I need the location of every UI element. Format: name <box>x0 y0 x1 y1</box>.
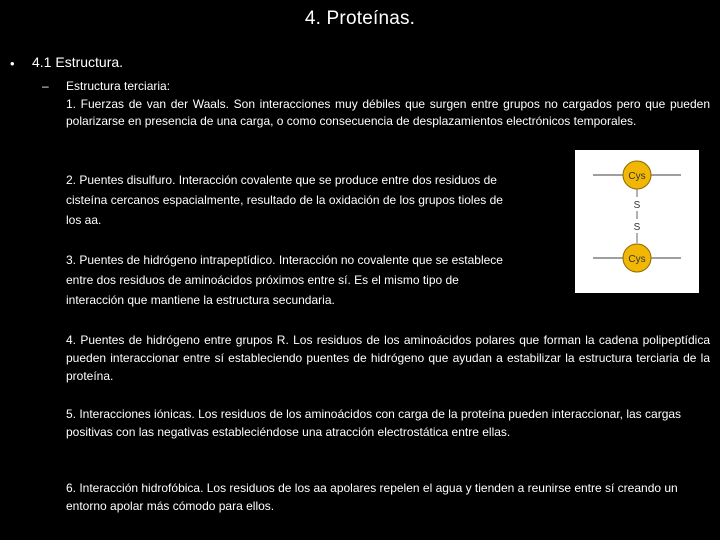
paragraph-van-der-waals: 1. Fuerzas de van der Waals. Son interacciones muy débiles que surgen entre grupos no cargados pero que pueden polarizarse en presencia de una carga, o como consecuencia de desplazamientos electrónicos temporales. <box>66 97 710 128</box>
slide-title: 4. Proteínas. <box>304 8 416 29</box>
disulfide-bridge-diagram <box>575 150 699 293</box>
paragraph-ionic-interactions: 5. Interacciones iónicas. Los residuos de los aminoácidos con carga de la proteína pueden interaccionar, las cargas positivas con las negativas estableciéndose una atracción electrostática entre ellas. <box>66 407 682 439</box>
sulfur-label-bottom: S <box>633 222 641 233</box>
subsection-heading: Estructura terciaria: <box>66 79 171 93</box>
paragraph-disulfide-bridges: 2. Puentes disulfuro. Interacción covalente que se produce entre dos residuos de cisteína cercanos espacialmente, resultado de la oxidación de los grupos tioles de los aa. <box>66 173 503 227</box>
cys-label-top: Cys <box>628 171 646 182</box>
disulfide-bridge-svg <box>575 150 699 293</box>
section-heading: 4.1 Estructura. <box>32 54 124 70</box>
paragraph-hydrophobic-interaction: 6. Interacción hidrofóbica. Los residuos de los aa apolares repelen el agua y tienden a reunirse entre sí creando un entorno apolar más cómodo para ellos. <box>66 481 678 513</box>
paragraph-intrapeptide-hbonds: 3. Puentes de hidrógeno intrapeptídico. Interacción no covalente que se establece entre dos residuos de aminoácidos próximos entre sí. Es el mismo tipo de interacción que mantiene la estructura secundaria. <box>66 253 503 307</box>
sub-bullet-marker: – <box>42 79 49 93</box>
cys-label-bottom: Cys <box>628 254 646 265</box>
bullet-marker: • <box>10 56 15 71</box>
paragraph-r-group-hbonds: 4. Puentes de hidrógeno entre grupos R. Los residuos de los aminoácidos polares que forman la cadena polipeptídica pueden interaccionar entre sí estableciendo puentes de hidrógeno que ayudan a estabilizar la estructura terciaria de la proteína. <box>66 333 710 383</box>
sulfur-label-top: S <box>633 200 641 211</box>
